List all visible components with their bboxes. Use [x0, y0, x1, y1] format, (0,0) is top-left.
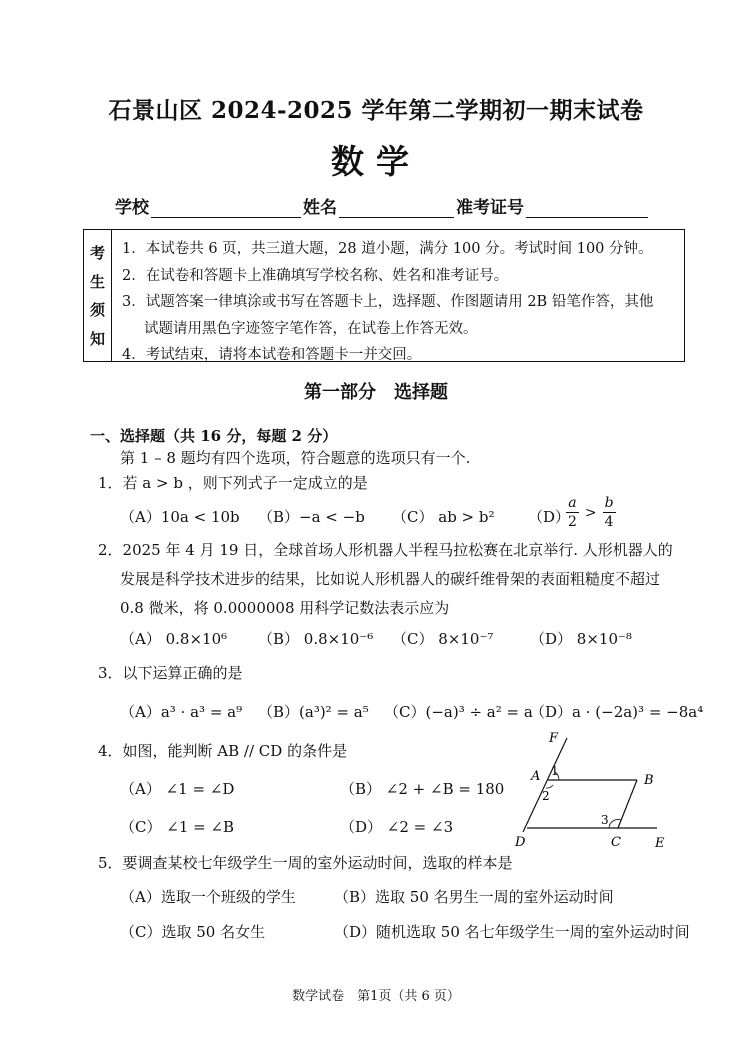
q1-option-b: （B）−a < −b — [258, 508, 365, 526]
q2-line: 发展是科学技术进步的结果，比如说人形机器人的碳纤维骨架的表面粗糙度不超过 — [120, 570, 661, 588]
subject-title: 数学 — [331, 142, 421, 181]
school-blank[interactable] — [151, 203, 301, 218]
q4-option-b: （B） ∠2 + ∠B = 180 — [340, 780, 505, 798]
frac-denominator: 2 — [568, 514, 577, 530]
notice-item: 4．考试结束，请将本试卷和答题卡一并交回。 — [122, 347, 422, 363]
exam-number-blank[interactable] — [526, 203, 648, 218]
q4-stem: 4．如图，能判断 AB // CD 的条件是 — [98, 742, 348, 760]
label-d: D — [515, 835, 526, 850]
q3-option-d: （D）a · (−2a)³ = −8a⁴ — [530, 703, 704, 721]
name-blank[interactable] — [339, 203, 454, 218]
q1-option-a: （A）10a < 10b — [120, 508, 240, 526]
label-a: A — [531, 769, 541, 784]
notice-head-char: 生 — [89, 272, 105, 291]
frac-numerator: b — [604, 495, 614, 511]
notice-item: 3．试题答案一律填涂或书写在答题卡上，选择题、作图题请用 2B 铅笔作答，其他 — [122, 294, 654, 310]
q2-line: 2．2025 年 4 月 19 日，全球首场人形机器人半程马拉松赛在北京举行. 人形机器人的 — [98, 541, 673, 559]
q2-option-c: （C） 8×10⁻⁷ — [392, 630, 494, 648]
name-label: 姓名 — [303, 198, 337, 218]
label-c: C — [611, 835, 621, 850]
notice-item: 1．本试卷共 6 页，共三道大题，28 道小题，满分 100 分。考试时间 100 分钟。 — [122, 241, 653, 257]
notice-item: 试题请用黑色字迹签字笔作答，在试卷上作答无效。 — [144, 320, 478, 337]
section-intro: 第 1 – 8 题均有四个选项，符合题意的选项只有一个. — [120, 449, 471, 467]
notice-heading — [84, 230, 112, 361]
q5-option-d: （D）随机选取 50 名七年级学生一周的室外运动时间 — [334, 923, 690, 941]
q4-option-c: （C） ∠1 = ∠B — [120, 818, 235, 836]
q2-option-b: （B） 0.8×10⁻⁶ — [258, 630, 374, 648]
q3-option-a: （A）a³ · a³ = a⁹ — [120, 703, 243, 721]
q5-option-c: （C）选取 50 名女生 — [120, 923, 266, 941]
q5-option-a: （A）选取一个班级的学生 — [120, 888, 296, 906]
school-label: 学校 — [115, 198, 149, 218]
notice-head-char: 知 — [89, 330, 105, 349]
angle-2-arc — [546, 785, 553, 788]
q1-option-d: （D） — [528, 508, 571, 526]
segment-bc — [618, 780, 637, 828]
transversal-line — [523, 738, 567, 832]
notice-list — [122, 236, 678, 369]
notice-item: 2．在试卷和答题卡上准确填写学校名称、姓名和准考证号。 — [122, 267, 509, 284]
label-angle-3: 3 — [601, 813, 609, 827]
notice-head-char: 须 — [89, 301, 105, 320]
page-footer: 数学试卷 第1页（共 6 页） — [292, 989, 460, 1004]
q2-line: 0.8 微米，将 0.0000008 用科学记数法表示应为 — [120, 599, 450, 617]
frac-denominator: 4 — [604, 514, 614, 530]
frac-numerator: a — [568, 495, 577, 511]
q2-option-a: （A） 0.8×10⁶ — [120, 630, 228, 648]
q5-option-b: （B）选取 50 名男生一周的室外运动时间 — [334, 888, 614, 906]
label-f: F — [549, 731, 559, 746]
label-angle-1: 1 — [551, 764, 559, 778]
q1-option-d-fraction — [566, 494, 616, 531]
q4-option-d: （D） ∠2 = ∠3 — [340, 818, 454, 836]
section-heading: 一、选择题（共 16 分，每题 2 分） — [90, 427, 338, 445]
q1-stem: 1．若 a > b ，则下列式子一定成立的是 — [98, 474, 368, 492]
q3-stem: 3．以下运算正确的是 — [98, 664, 243, 682]
q4-option-a: （A） ∠1 = ∠D — [120, 780, 235, 798]
q3-option-c: （C）(−a)³ ÷ a² = a — [384, 703, 533, 721]
exam-title: 石景山区 2024-2025 学年第二学期初一期末试卷 — [108, 97, 644, 124]
notice-box — [83, 229, 685, 362]
notice-head-char: 考 — [89, 243, 105, 262]
q1-option-c: （C） ab > b² — [392, 508, 495, 526]
q2-option-d: （D） 8×10⁻⁸ — [530, 630, 632, 648]
q5-stem: 5．要调查某校七年级学生一周的室外运动时间，选取的样本是 — [98, 854, 513, 872]
label-b: B — [644, 773, 654, 788]
part-heading: 第一部分 选择题 — [304, 382, 448, 403]
label-e: E — [655, 836, 665, 851]
exam-number-label: 准考证号 — [456, 198, 524, 218]
q3-option-b: （B）(a³)² = a⁵ — [258, 703, 369, 721]
frac-operator: > — [584, 504, 597, 521]
candidate-fields — [115, 193, 650, 218]
label-angle-2: 2 — [542, 789, 550, 803]
parallel-lines-figure — [505, 728, 680, 853]
